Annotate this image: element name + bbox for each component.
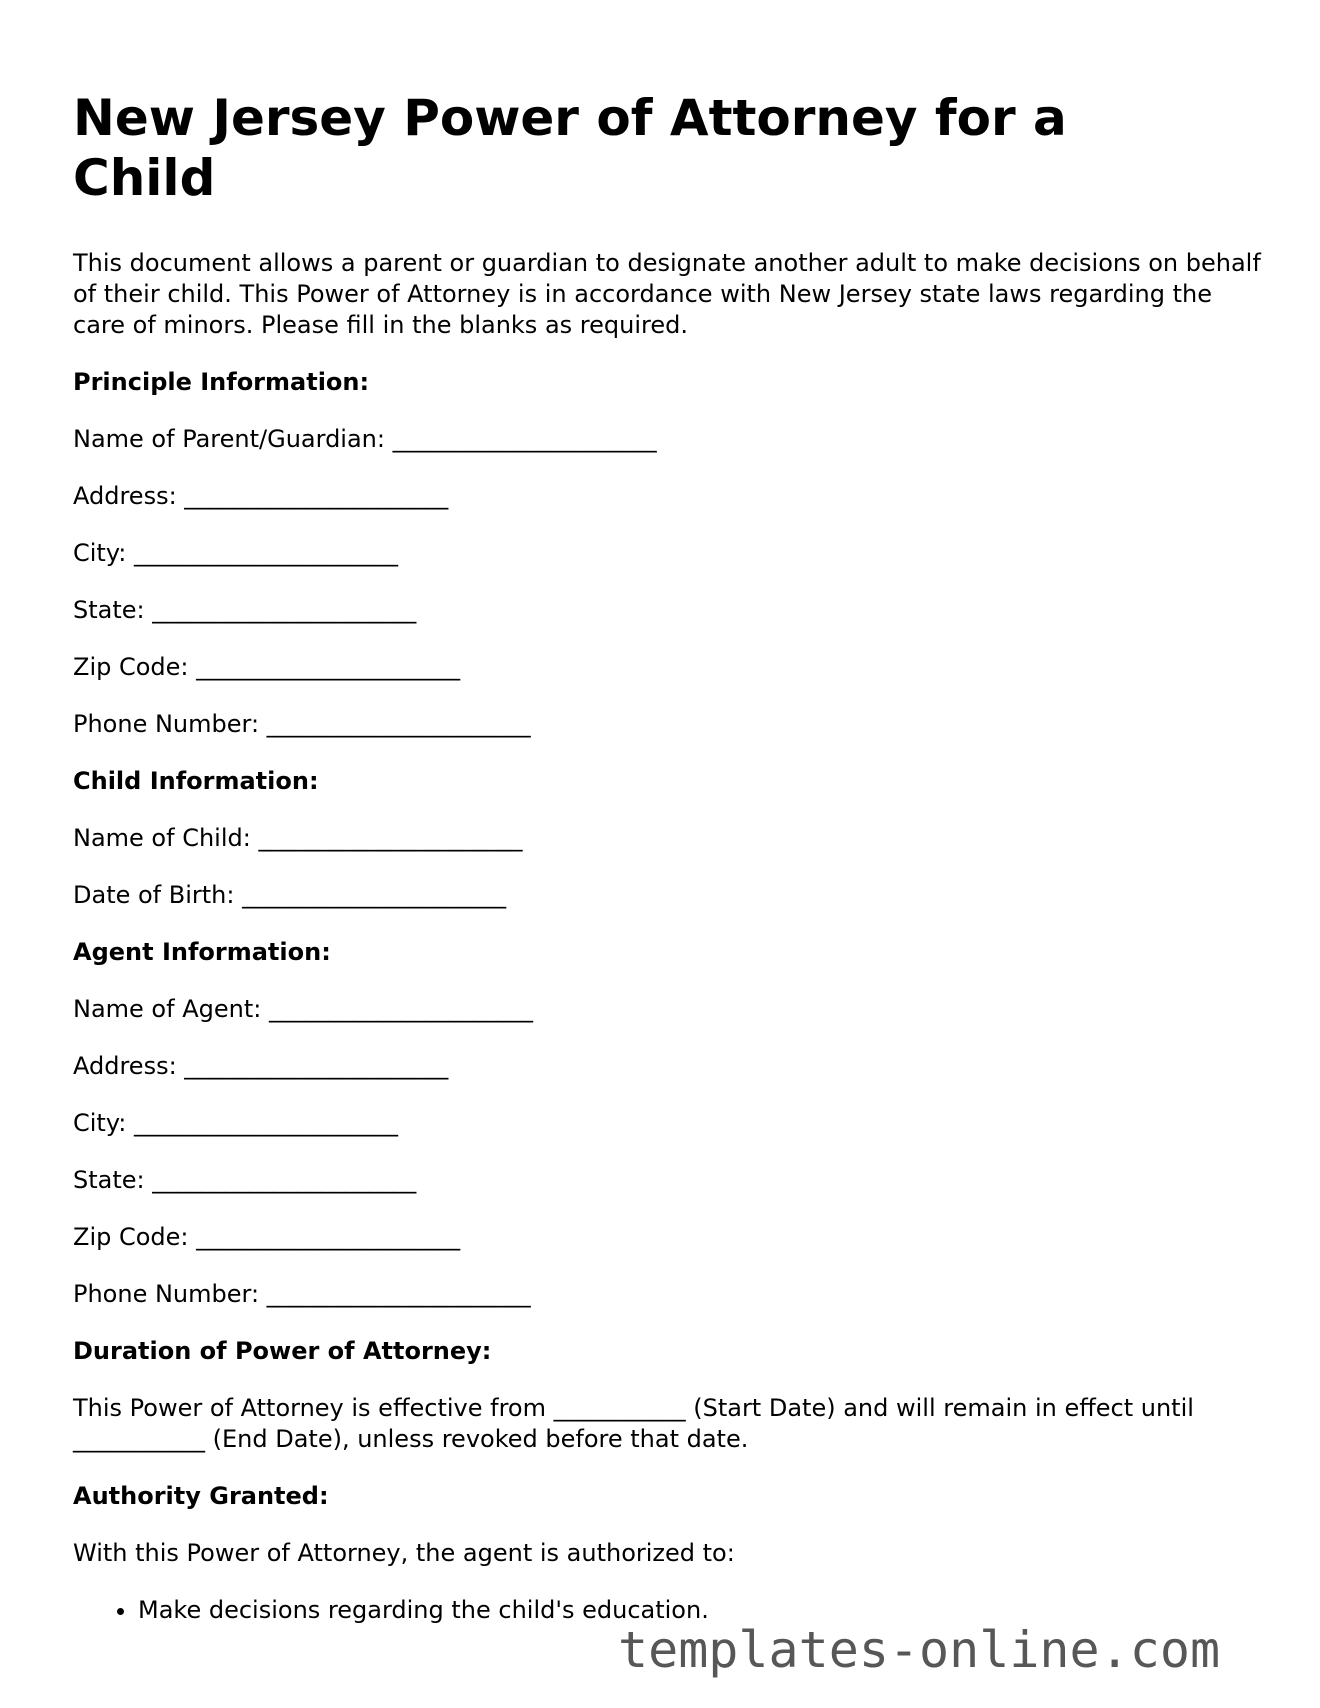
principal-zip-field[interactable]: Zip Code: ______________________	[73, 653, 461, 681]
child-section-heading: Child Information:	[73, 767, 319, 795]
duration-section-heading: Duration of Power of Attorney:	[73, 1337, 492, 1365]
child-dob-field[interactable]: Date of Birth: ______________________	[73, 881, 507, 909]
agent-section-heading: Agent Information:	[73, 938, 331, 966]
agent-name-field[interactable]: Name of Agent: ______________________	[73, 995, 533, 1023]
principal-city-field[interactable]: City: ______________________	[73, 539, 399, 567]
child-name-field[interactable]: Name of Child: ______________________	[73, 824, 523, 852]
principal-name-field[interactable]: Name of Parent/Guardian: ______________________	[73, 425, 657, 453]
watermark-text: templates-online.com	[618, 1621, 1221, 1679]
principal-section-heading: Principle Information:	[73, 368, 370, 396]
agent-city-field[interactable]: City: ______________________	[73, 1109, 399, 1137]
agent-zip-field[interactable]: Zip Code: ______________________	[73, 1223, 461, 1251]
agent-address-field[interactable]: Address: ______________________	[73, 1052, 449, 1080]
intro-paragraph: This document allows a parent or guardian to designate another adult to make decisions on behalf of their child. This Power of Attorney is in accordance with New Jersey state laws regarding the care of minors. Please fill in the blanks as required.	[73, 249, 1261, 339]
authority-item-education: • Make decisions regarding the child's education.	[138, 1595, 1273, 1626]
document-title: New Jersey Power of Attorney for a Child	[73, 89, 1067, 207]
authority-intro: With this Power of Attorney, the agent is authorized to:	[73, 1539, 735, 1567]
agent-phone-field[interactable]: Phone Number: ______________________	[73, 1280, 531, 1308]
document-page	[73, 88, 1273, 1646]
principal-address-field[interactable]: Address: ______________________	[73, 482, 449, 510]
principal-state-field[interactable]: State: ______________________	[73, 596, 417, 624]
principal-phone-field[interactable]: Phone Number: ______________________	[73, 710, 531, 738]
duration-paragraph[interactable]: This Power of Attorney is effective from ___________ (Start Date) and will remain in effect until ___________ (End Date), unless revoked before that date.	[73, 1394, 1194, 1453]
agent-state-field[interactable]: State: ______________________	[73, 1166, 417, 1194]
authority-section-heading: Authority Granted:	[73, 1482, 329, 1510]
